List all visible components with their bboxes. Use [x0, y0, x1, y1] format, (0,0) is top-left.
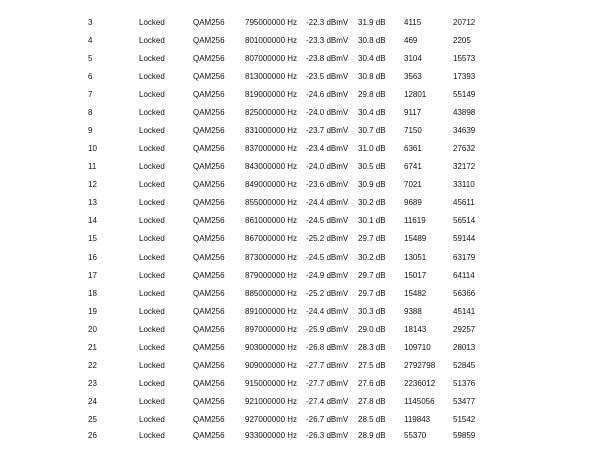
channel-id-cell: 14: [88, 216, 97, 226]
snr-cell: 29.8 dB: [358, 90, 386, 100]
table-row: [0, 360, 600, 372]
modulation-cell: QAM256: [193, 108, 225, 118]
lock-status-cell: Locked: [139, 252, 165, 262]
corrected-cell: 3563: [404, 72, 422, 82]
table-row: [0, 378, 600, 390]
snr-cell: 30.5 dB: [358, 162, 386, 172]
modulation-cell: QAM256: [193, 270, 225, 280]
uncorrectables-cell: 45611: [453, 198, 475, 208]
modulation-cell: QAM256: [193, 162, 225, 172]
channel-id-cell: 3: [88, 18, 93, 27]
corrected-cell: 9388: [404, 306, 422, 316]
channel-id-cell: 12: [88, 180, 97, 190]
frequency-cell: 807000000 Hz: [245, 54, 298, 64]
snr-cell: 30.2 dB: [358, 252, 386, 262]
modulation-cell: QAM256: [193, 36, 225, 46]
table-row: [0, 233, 600, 245]
channel-id-cell: 7: [88, 90, 93, 100]
lock-status-cell: Locked: [139, 306, 165, 316]
uncorrectables-cell: 17393: [453, 72, 476, 82]
modulation-cell: QAM256: [193, 342, 225, 352]
modulation-cell: QAM256: [193, 126, 225, 136]
power-cell: -23.8 dBmV: [306, 54, 349, 64]
channel-id-cell: 26: [88, 431, 97, 440]
lock-status-cell: Locked: [139, 396, 165, 406]
uncorrectables-cell: 53477: [453, 396, 476, 406]
modulation-cell: QAM256: [193, 234, 225, 244]
channel-id-cell: 5: [88, 54, 93, 64]
table-row: [0, 414, 600, 426]
snr-cell: 29.7 dB: [358, 270, 386, 280]
snr-cell: 30.1 dB: [358, 216, 386, 226]
frequency-cell: 801000000 Hz: [245, 36, 298, 46]
corrected-cell: 119843: [404, 414, 431, 424]
power-cell: -25.2 dBmV: [306, 234, 349, 244]
modulation-cell: QAM256: [193, 54, 225, 64]
lock-status-cell: Locked: [139, 144, 165, 154]
uncorrectables-cell: 59859: [453, 431, 476, 440]
table-row: [0, 89, 600, 101]
frequency-cell: 921000000 Hz: [245, 396, 298, 406]
frequency-cell: 891000000 Hz: [245, 306, 298, 316]
lock-status-cell: Locked: [139, 342, 165, 352]
channel-id-cell: 15: [88, 234, 97, 244]
uncorrectables-cell: 34639: [453, 126, 476, 136]
power-cell: -24.6 dBmV: [306, 90, 349, 100]
table-row: [0, 270, 600, 282]
channel-id-cell: 23: [88, 378, 97, 388]
snr-cell: 28.9 dB: [358, 431, 386, 440]
uncorrectables-cell: 43898: [453, 108, 476, 118]
uncorrectables-cell: 51542: [453, 414, 476, 424]
modulation-cell: QAM256: [193, 288, 225, 298]
power-cell: -23.6 dBmV: [306, 180, 349, 190]
channel-id-cell: 4: [88, 36, 93, 46]
power-cell: -27.4 dBmV: [306, 396, 349, 406]
frequency-cell: 819000000 Hz: [245, 90, 298, 100]
snr-cell: 31.9 dB: [358, 18, 386, 27]
table-row: [0, 215, 600, 227]
channel-id-cell: 13: [88, 198, 97, 208]
uncorrectables-cell: 20712: [453, 18, 476, 27]
modulation-cell: QAM256: [193, 198, 225, 208]
channel-id-cell: 17: [88, 270, 97, 280]
lock-status-cell: Locked: [139, 414, 165, 424]
frequency-cell: 849000000 Hz: [245, 180, 298, 190]
uncorrectables-cell: 15573: [453, 54, 476, 64]
snr-cell: 30.8 dB: [358, 72, 386, 82]
frequency-cell: 855000000 Hz: [245, 198, 298, 208]
corrected-cell: 11619: [404, 216, 426, 226]
snr-cell: 29.7 dB: [358, 234, 386, 244]
power-cell: -24.0 dBmV: [306, 162, 349, 172]
uncorrectables-cell: 56366: [453, 288, 476, 298]
channel-id-cell: 16: [88, 252, 97, 262]
uncorrectables-cell: 56514: [453, 216, 476, 226]
lock-status-cell: Locked: [139, 162, 165, 172]
lock-status-cell: Locked: [139, 126, 165, 136]
modulation-cell: QAM256: [193, 90, 225, 100]
frequency-cell: 897000000 Hz: [245, 324, 298, 334]
table-row: [0, 252, 600, 264]
lock-status-cell: Locked: [139, 378, 165, 388]
uncorrectables-cell: 28013: [453, 342, 476, 352]
uncorrectables-cell: 59144: [453, 234, 476, 244]
modulation-cell: QAM256: [193, 72, 225, 82]
corrected-cell: 3104: [404, 54, 422, 64]
modulation-cell: QAM256: [193, 414, 225, 424]
corrected-cell: 15489: [404, 234, 427, 244]
uncorrectables-cell: 29257: [453, 324, 476, 334]
corrected-cell: 6741: [404, 162, 422, 172]
power-cell: -23.3 dBmV: [306, 36, 349, 46]
table-row: [0, 35, 600, 47]
power-cell: -23.7 dBmV: [306, 126, 349, 136]
snr-cell: 30.7 dB: [358, 126, 386, 136]
snr-cell: 30.2 dB: [358, 198, 386, 208]
snr-cell: 28.3 dB: [358, 342, 386, 352]
table-row: [0, 161, 600, 173]
snr-cell: 29.0 dB: [358, 324, 386, 334]
snr-cell: 30.4 dB: [358, 54, 386, 64]
lock-status-cell: Locked: [139, 18, 165, 27]
frequency-cell: 831000000 Hz: [245, 126, 298, 136]
power-cell: -24.0 dBmV: [306, 108, 349, 118]
corrected-cell: 13051: [404, 252, 427, 262]
corrected-cell: 15482: [404, 288, 427, 298]
uncorrectables-cell: 2205: [453, 36, 471, 46]
power-cell: -24.5 dBmV: [306, 252, 349, 262]
corrected-cell: 1145056: [404, 396, 435, 406]
modulation-cell: QAM256: [193, 324, 225, 334]
modulation-cell: QAM256: [193, 360, 225, 370]
snr-cell: 27.6 dB: [358, 378, 386, 388]
power-cell: -22.3 dBmV: [306, 18, 349, 27]
table-row: [0, 306, 600, 318]
corrected-cell: 2792798: [404, 360, 436, 370]
snr-cell: 27.5 dB: [358, 360, 386, 370]
table-row: [0, 125, 600, 137]
lock-status-cell: Locked: [139, 270, 165, 280]
modulation-cell: QAM256: [193, 180, 225, 190]
corrected-cell: 6361: [404, 144, 422, 154]
corrected-cell: 55370: [404, 431, 427, 440]
frequency-cell: 795000000 Hz: [245, 18, 298, 27]
lock-status-cell: Locked: [139, 90, 165, 100]
uncorrectables-cell: 45141: [453, 306, 476, 316]
lock-status-cell: Locked: [139, 72, 165, 82]
frequency-cell: 825000000 Hz: [245, 108, 298, 118]
frequency-cell: 843000000 Hz: [245, 162, 298, 172]
snr-cell: 30.8 dB: [358, 36, 386, 46]
power-cell: -24.4 dBmV: [306, 198, 349, 208]
frequency-cell: 927000000 Hz: [245, 414, 298, 424]
frequency-cell: 933000000 Hz: [245, 431, 298, 440]
frequency-cell: 915000000 Hz: [245, 378, 298, 388]
lock-status-cell: Locked: [139, 216, 165, 226]
lock-status-cell: Locked: [139, 288, 165, 298]
channel-id-cell: 9: [88, 126, 93, 136]
table-row: [0, 342, 600, 354]
lock-status-cell: Locked: [139, 54, 165, 64]
frequency-cell: 861000000 Hz: [245, 216, 298, 226]
power-cell: -26.7 dBmV: [306, 414, 349, 424]
frequency-cell: 885000000 Hz: [245, 288, 298, 298]
uncorrectables-cell: 51376: [453, 378, 476, 388]
uncorrectables-cell: 55149: [453, 90, 476, 100]
power-cell: -25.2 dBmV: [306, 288, 349, 298]
corrected-cell: 469: [404, 36, 418, 46]
channel-id-cell: 22: [88, 360, 97, 370]
frequency-cell: 867000000 Hz: [245, 234, 298, 244]
frequency-cell: 873000000 Hz: [245, 252, 298, 262]
channel-id-cell: 10: [88, 144, 97, 154]
corrected-cell: 9117: [404, 108, 422, 118]
lock-status-cell: Locked: [139, 198, 165, 208]
table-row: [0, 17, 600, 29]
table-row: [0, 107, 600, 119]
lock-status-cell: Locked: [139, 324, 165, 334]
corrected-cell: 12801: [404, 90, 427, 100]
power-cell: -25.9 dBmV: [306, 324, 349, 334]
table-row: [0, 324, 600, 336]
power-cell: -26.8 dBmV: [306, 342, 349, 352]
channel-id-cell: 20: [88, 324, 97, 334]
table-row: [0, 71, 600, 83]
channel-id-cell: 21: [88, 342, 97, 352]
table-row: [0, 179, 600, 191]
lock-status-cell: Locked: [139, 360, 165, 370]
modulation-cell: QAM256: [193, 252, 225, 262]
modulation-cell: QAM256: [193, 378, 225, 388]
table-row: [0, 396, 600, 408]
frequency-cell: 909000000 Hz: [245, 360, 298, 370]
modulation-cell: QAM256: [193, 306, 225, 316]
channel-id-cell: 24: [88, 396, 97, 406]
power-cell: -24.5 dBmV: [306, 216, 349, 226]
lock-status-cell: Locked: [139, 108, 165, 118]
power-cell: -26.3 dBmV: [306, 431, 349, 440]
modulation-cell: QAM256: [193, 396, 225, 406]
power-cell: -27.7 dBmV: [306, 360, 349, 370]
uncorrectables-cell: 27632: [453, 144, 476, 154]
channel-id-cell: 25: [88, 414, 97, 424]
lock-status-cell: Locked: [139, 180, 165, 190]
modulation-cell: QAM256: [193, 144, 225, 154]
lock-status-cell: Locked: [139, 431, 165, 440]
uncorrectables-cell: 52845: [453, 360, 476, 370]
corrected-cell: 18143: [404, 324, 427, 334]
snr-cell: 30.3 dB: [358, 306, 386, 316]
corrected-cell: 7150: [404, 126, 422, 136]
modulation-cell: QAM256: [193, 18, 225, 27]
uncorrectables-cell: 33110: [453, 180, 475, 190]
frequency-cell: 879000000 Hz: [245, 270, 298, 280]
table-row: [0, 53, 600, 65]
snr-cell: 28.5 dB: [358, 414, 386, 424]
frequency-cell: 903000000 Hz: [245, 342, 298, 352]
corrected-cell: 9689: [404, 198, 422, 208]
corrected-cell: 2236012: [404, 378, 436, 388]
corrected-cell: 15017: [404, 270, 427, 280]
power-cell: -24.4 dBmV: [306, 306, 349, 316]
uncorrectables-cell: 32172: [453, 162, 476, 172]
power-cell: -23.4 dBmV: [306, 144, 349, 154]
lock-status-cell: Locked: [139, 36, 165, 46]
frequency-cell: 813000000 Hz: [245, 72, 298, 82]
snr-cell: 30.9 dB: [358, 180, 386, 190]
channel-id-cell: 18: [88, 288, 97, 298]
power-cell: -23.5 dBmV: [306, 72, 349, 82]
table-row: [0, 288, 600, 300]
lock-status-cell: Locked: [139, 234, 165, 244]
channel-id-cell: 19: [88, 306, 97, 316]
table-row: [0, 197, 600, 209]
snr-cell: 27.8 dB: [358, 396, 386, 406]
modulation-cell: QAM256: [193, 431, 225, 440]
modulation-cell: QAM256: [193, 216, 225, 226]
snr-cell: 31.0 dB: [358, 144, 386, 154]
snr-cell: 29.7 dB: [358, 288, 386, 298]
corrected-cell: 109710: [404, 342, 431, 352]
power-cell: -24.9 dBmV: [306, 270, 349, 280]
corrected-cell: 4115: [404, 18, 422, 27]
power-cell: -27.7 dBmV: [306, 378, 349, 388]
channel-id-cell: 8: [88, 108, 93, 118]
frequency-cell: 837000000 Hz: [245, 144, 298, 154]
channel-id-cell: 11: [88, 162, 97, 172]
table-row: [0, 143, 600, 155]
uncorrectables-cell: 63179: [453, 252, 476, 262]
uncorrectables-cell: 64114: [453, 270, 475, 280]
table-row: [0, 430, 600, 442]
channel-id-cell: 6: [88, 72, 93, 82]
snr-cell: 30.4 dB: [358, 108, 386, 118]
corrected-cell: 7021: [404, 180, 422, 190]
